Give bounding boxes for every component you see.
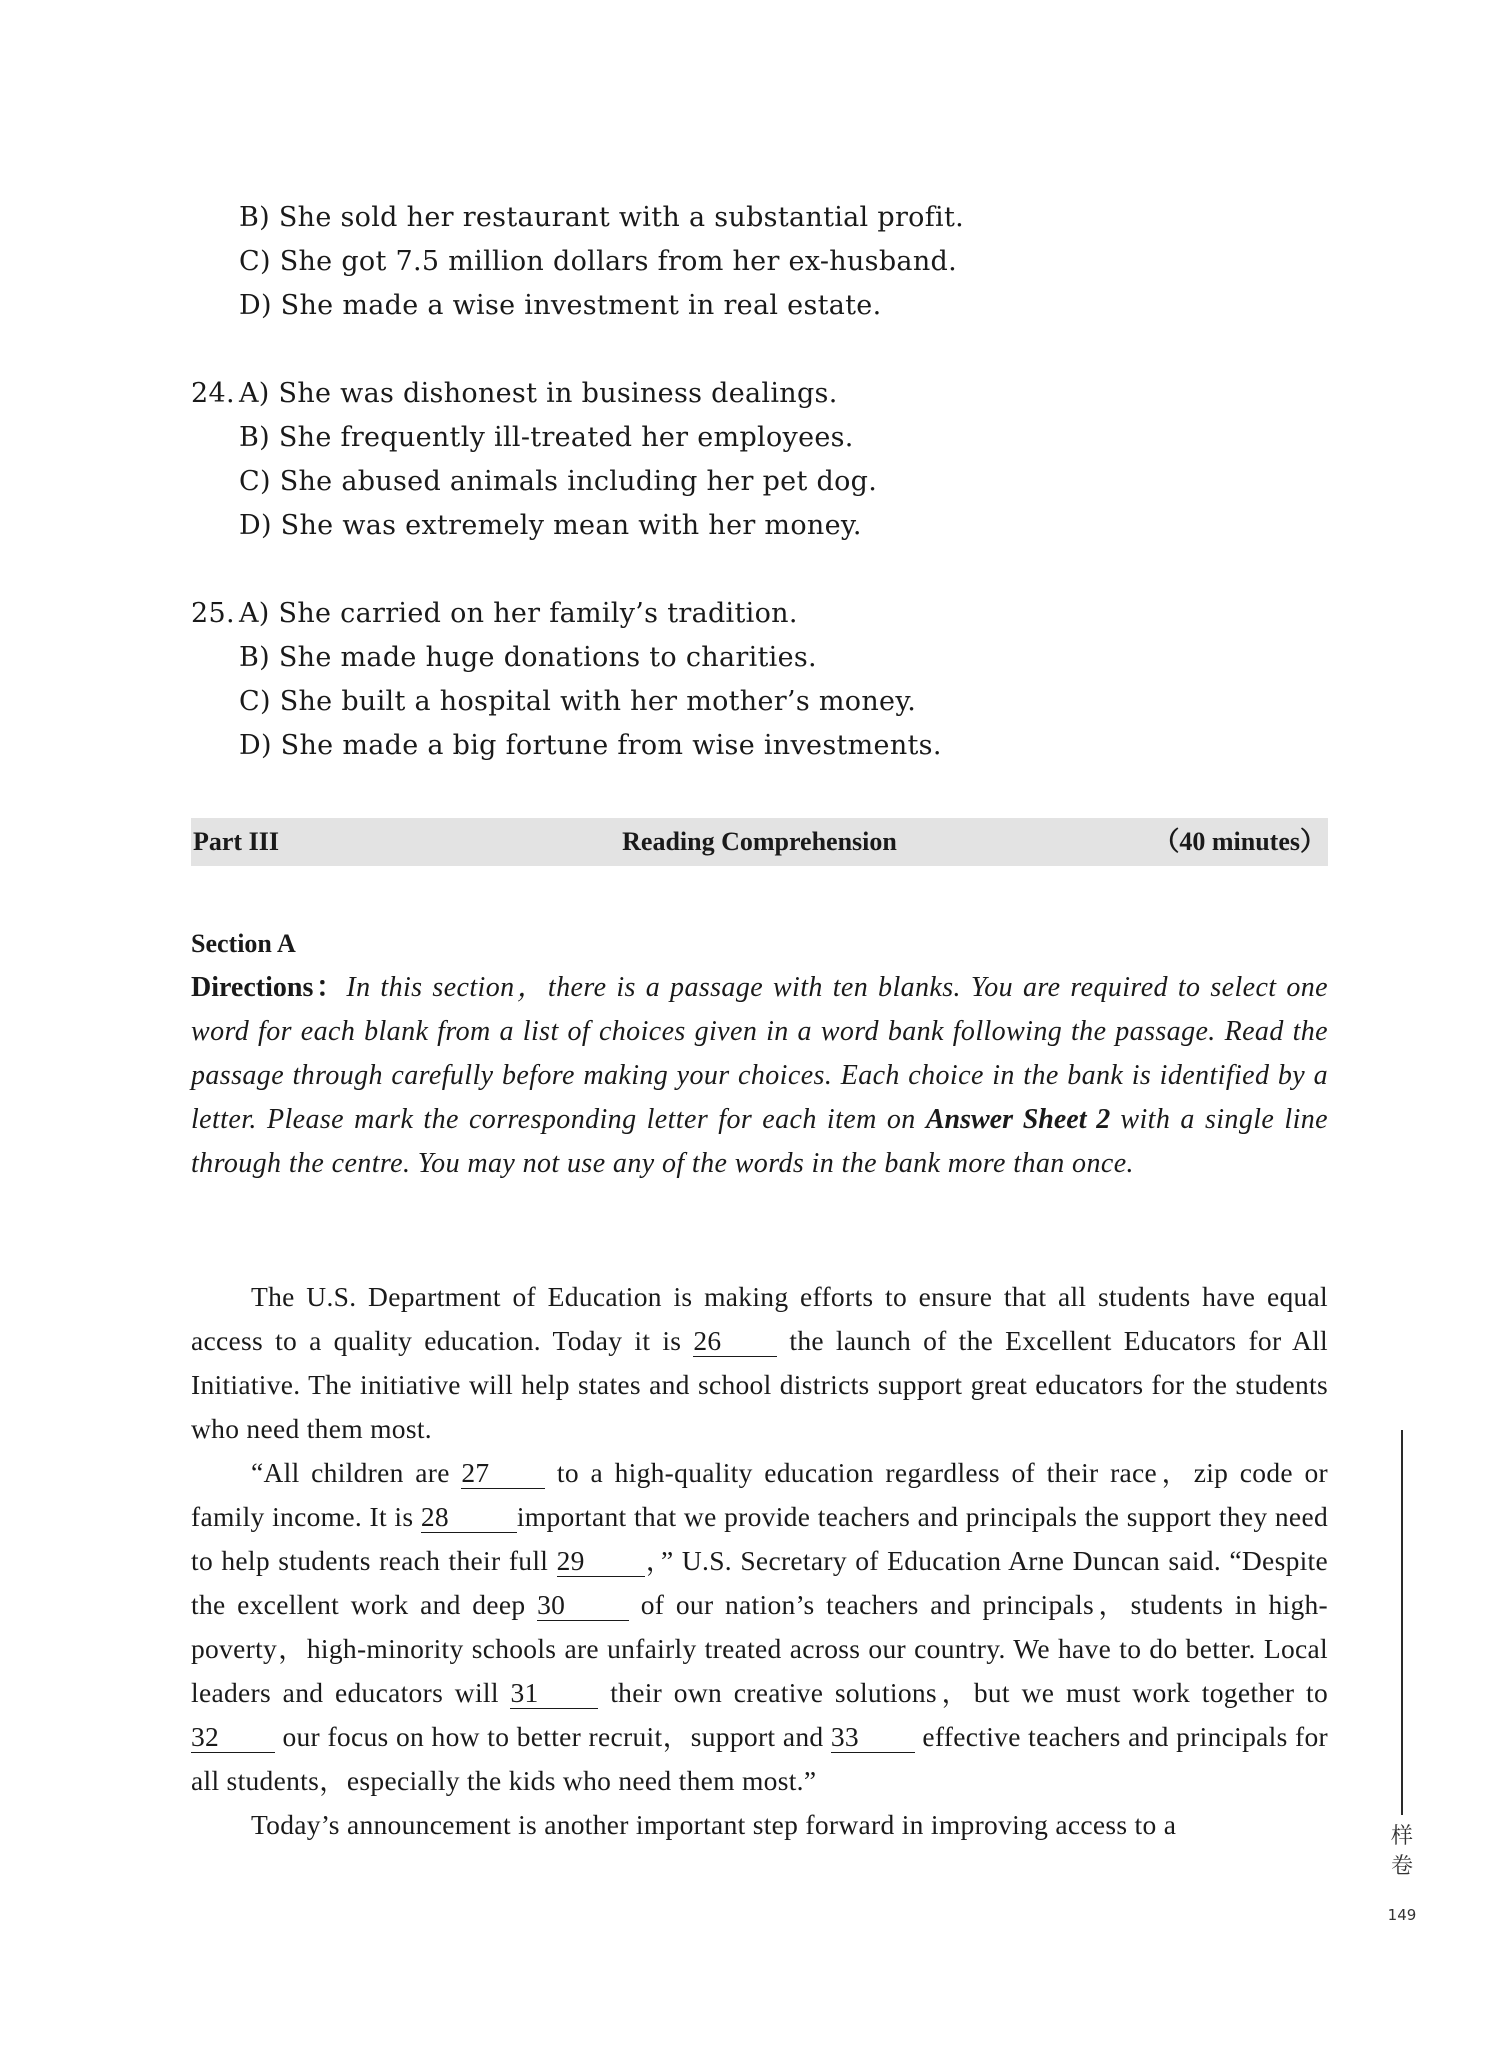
option-line (191, 416, 1328, 460)
option-text: She made a big fortune from wise investments. (280, 730, 942, 761)
question-number: 25. (191, 598, 235, 629)
question-23-tail (191, 196, 1328, 328)
option-line (191, 592, 1328, 636)
option-letter: D) (239, 510, 272, 541)
directions-text: In this section，there is a passage with ten blanks. You are required to select one word for each blank from a list of choices given in a word bank following the passage. Read the passage through carefully before making your choices. Each choice in the bank is identified by a letter. Please mark the corresponding letter for each item on (191, 972, 1329, 1135)
option-line (191, 196, 1328, 240)
part-label: Part III (193, 827, 279, 856)
option-text: She sold her restaurant with a substantial profit. (278, 202, 964, 233)
option-line (191, 504, 1328, 548)
section-a (191, 922, 1328, 1186)
section-title: Section A (191, 929, 296, 958)
margin-rule (1401, 1430, 1403, 1815)
option-line (191, 460, 1328, 504)
option-letter: C) (239, 686, 271, 717)
option-text: She built a hospital with her mother’s money. (279, 686, 917, 717)
option-letter: B) (239, 422, 270, 453)
option-text: She frequently ill-treated her employees. (278, 422, 854, 453)
option-text: She abused animals including her pet dog. (279, 466, 878, 497)
passage (191, 1275, 1328, 1847)
blank-32[interactable]: 32 (191, 1722, 275, 1753)
option-letter: C) (239, 246, 271, 277)
blank-31[interactable]: 31 (510, 1678, 598, 1709)
question-25 (191, 592, 1328, 768)
question-24 (191, 372, 1328, 548)
option-letter: C) (239, 466, 271, 497)
option-line (191, 724, 1328, 768)
option-line (191, 372, 1328, 416)
option-letter: D) (239, 290, 272, 321)
blank-33[interactable]: 33 (831, 1722, 915, 1753)
blank-28[interactable]: 28 (421, 1502, 517, 1533)
paragraph: Today’s announcement is another important step forward in improving access to a (251, 1809, 1177, 1840)
directions-text: with a single line through the centre. You may not use any of the words in the bank more than once. (191, 1104, 1328, 1179)
blank-29[interactable]: 29 (557, 1546, 645, 1577)
option-letter: D) (239, 730, 272, 761)
option-letter: B) (239, 642, 270, 673)
option-letter: A) (239, 378, 270, 409)
option-line (191, 240, 1328, 284)
page-number: 149 (1387, 1906, 1417, 1924)
part-time: （40 minutes） (1153, 827, 1326, 856)
blank-26[interactable]: 26 (693, 1326, 777, 1357)
option-text: She carried on her family’s tradition. (278, 598, 798, 629)
blank-30[interactable]: 30 (537, 1590, 629, 1621)
listening-options (191, 196, 1328, 768)
option-line (191, 636, 1328, 680)
blank-27[interactable]: 27 (461, 1458, 545, 1489)
option-letter: A) (239, 598, 270, 629)
option-line (191, 284, 1328, 328)
paragraph: “All children are 27 to a high-quality education regardless of their race，zip code or family income. It is 28 important that we provide teachers and principals the support they need to help students reach their full 29 ，” U.S. Secretary of Education Arne Duncan said. “Despite the excellent work and deep 30 of our nation’s teachers and principals，students in high-poverty，high-minority schools are unfairly treated across our country. We have to do better. Local leaders and educators will 31 their own creative solutions，but we must work together to 32 our focus on how to better recruit，support and 33 effective teachers and principals for all students，especially the kids who need them most.” (191, 1457, 1329, 1796)
option-text: She made a wise investment in real estate. (280, 290, 882, 321)
option-text: She was extremely mean with her money. (280, 510, 862, 541)
option-text: She got 7.5 million dollars from her ex-husband. (279, 246, 957, 277)
part-header-bar (191, 818, 1328, 866)
answer-sheet-ref: Answer Sheet 2 (925, 1104, 1111, 1135)
part-title: Reading Comprehension (622, 827, 897, 856)
question-number: 24. (191, 378, 235, 409)
directions-label: Directions： (191, 972, 347, 1003)
option-text: She made huge donations to charities. (278, 642, 817, 673)
option-letter: B) (239, 202, 270, 233)
sample-paper-mark: 样 卷 (1390, 1824, 1413, 1879)
option-text: She was dishonest in business dealings. (278, 378, 838, 409)
directions (191, 966, 1328, 1186)
paragraph: The U.S. Department of Education is making efforts to ensure that all students have equal access to a quality education. Today it is 26 the launch of the Excellent Educators for All Initiative. The initiative will help states and school districts support great educators for the students who need them most. (191, 1281, 1328, 1444)
option-line (191, 680, 1328, 724)
